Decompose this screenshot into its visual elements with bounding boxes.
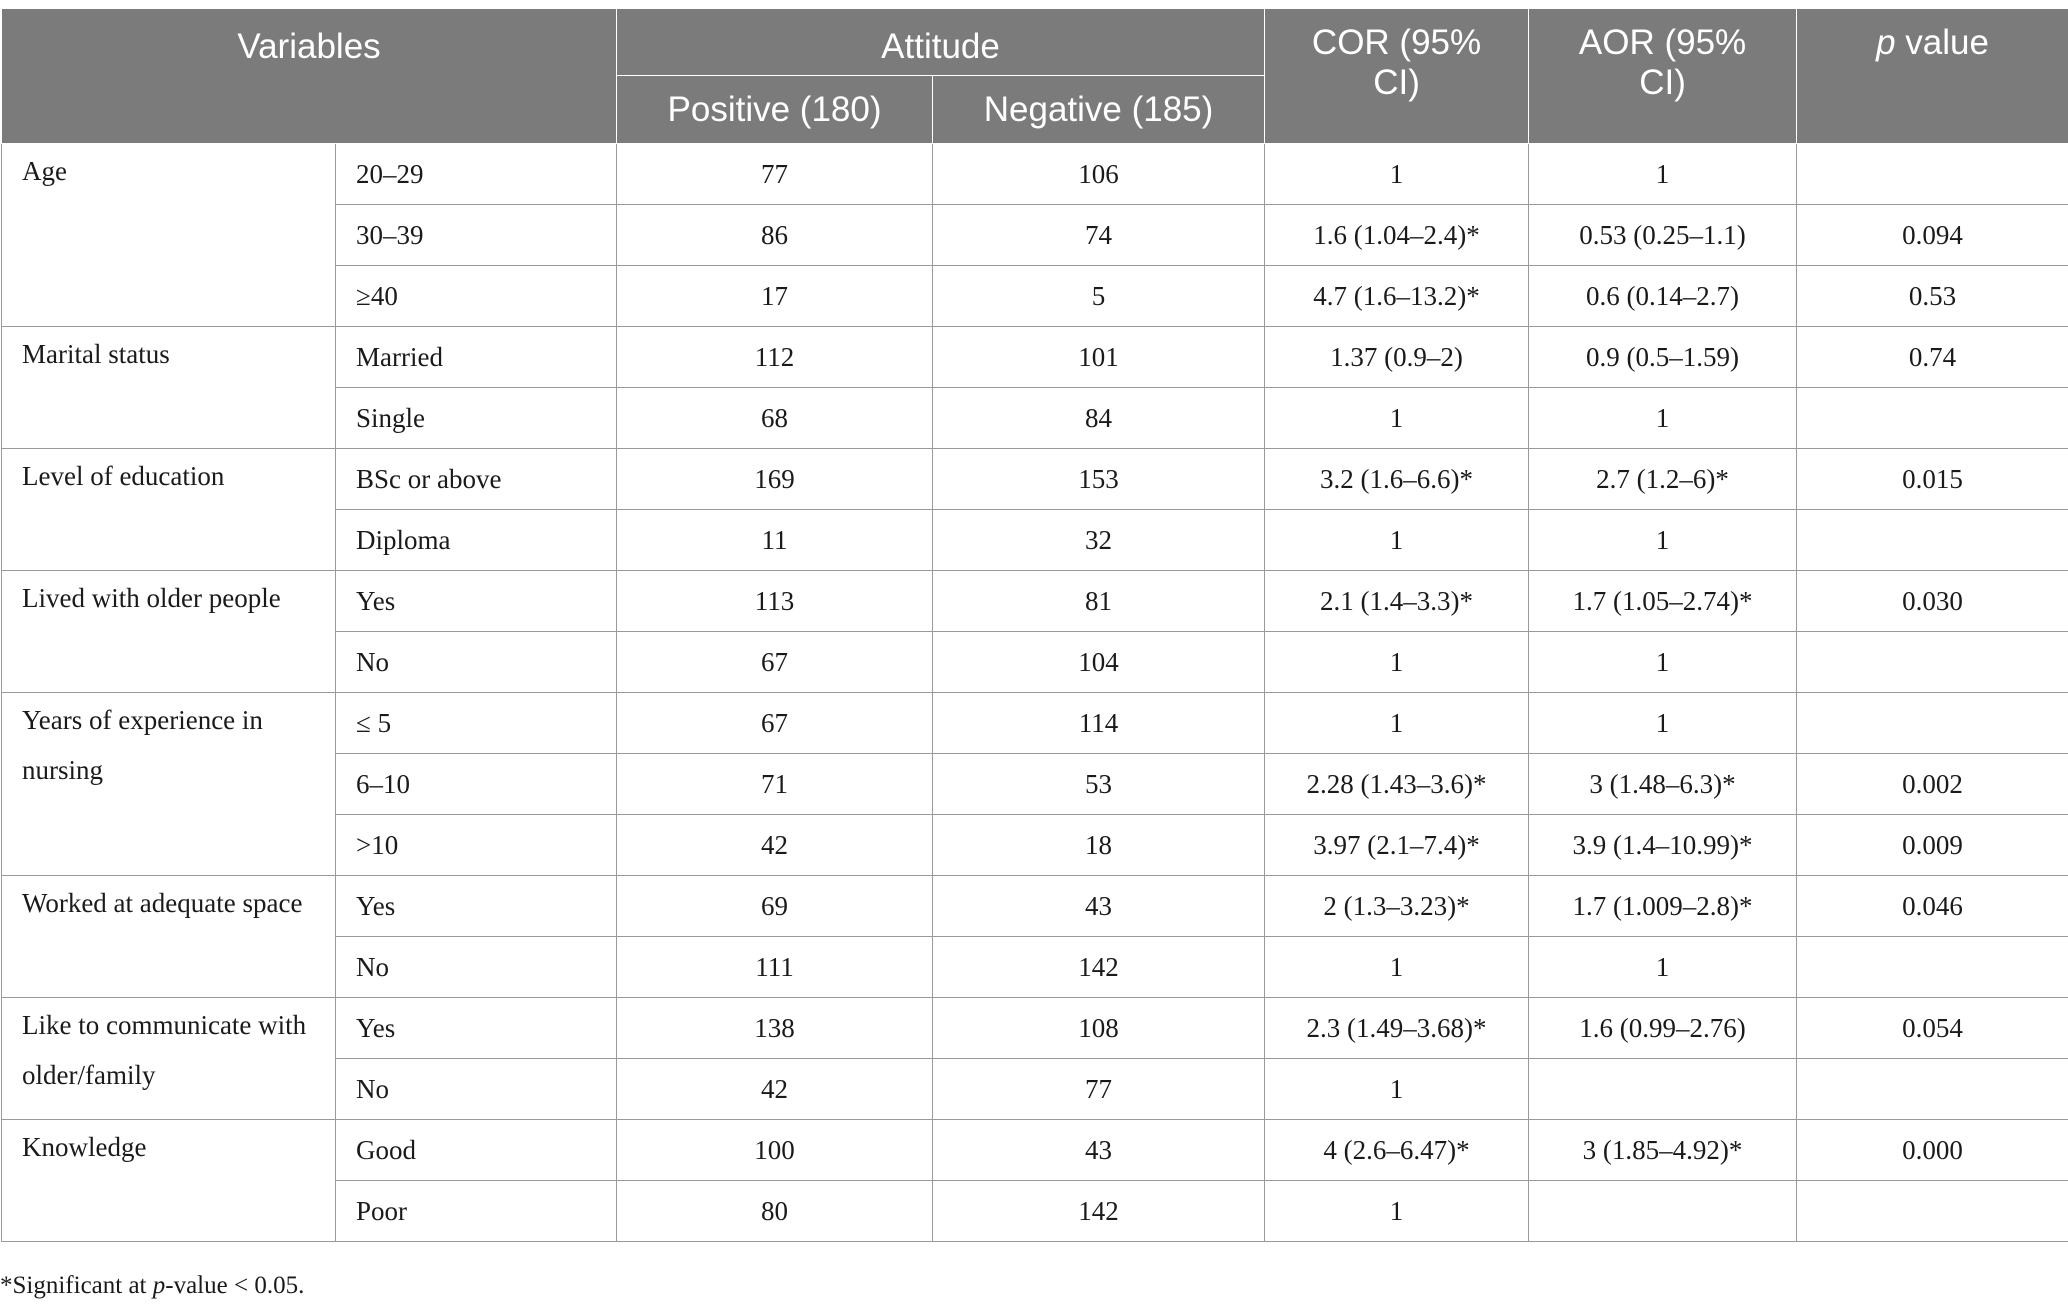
negative-count-cell: 5 [933,266,1265,327]
p-value-cell [1797,144,2068,205]
negative-count-cell: 153 [933,449,1265,510]
p-value-cell [1797,937,2068,998]
category-cell: BSc or above [336,449,617,510]
aor-cell: 1.6 (0.99–2.76) [1529,998,1797,1059]
negative-count-cell: 43 [933,1120,1265,1181]
p-value-cell: 0.002 [1797,754,2068,815]
aor-cell: 0.6 (0.14–2.7) [1529,266,1797,327]
cor-cell: 1.6 (1.04–2.4)* [1265,205,1529,266]
aor-cell: 2.7 (1.2–6)* [1529,449,1797,510]
positive-count-cell: 69 [617,876,933,937]
negative-count-cell: 101 [933,327,1265,388]
cor-cell: 1 [1265,144,1529,205]
category-cell: 30–39 [336,205,617,266]
aor-cell: 1 [1529,693,1797,754]
aor-cell: 1 [1529,144,1797,205]
category-cell: ≥40 [336,266,617,327]
table-header [2,9,2068,144]
variable-label [2,1120,336,1242]
category-cell: >10 [336,815,617,876]
aor-cell: 3 (1.48–6.3)* [1529,754,1797,815]
aor-cell: 1 [1529,510,1797,571]
variable-label-text: Level of education [22,461,225,491]
positive-count-cell: 77 [617,144,933,205]
negative-count-cell: 104 [933,632,1265,693]
negative-count-cell: 43 [933,876,1265,937]
cor-cell: 2.28 (1.43–3.6)* [1265,754,1529,815]
p-value-cell: 0.030 [1797,571,2068,632]
table-container [0,8,2068,1242]
category-cell: Single [336,388,617,449]
negative-count-cell: 32 [933,510,1265,571]
variable-label [2,693,336,876]
cor-cell: 1 [1265,693,1529,754]
table-row [2,693,2068,754]
footnote-post: -value < 0.05. [165,1272,305,1299]
variable-label-text: Like to communicate with older/family [22,1010,307,1090]
positive-count-cell: 17 [617,266,933,327]
cor-cell: 2 (1.3–3.23)* [1265,876,1529,937]
cor-cell: 2.1 (1.4–3.3)* [1265,571,1529,632]
positive-count-cell: 86 [617,205,933,266]
p-value-cell: 0.74 [1797,327,2068,388]
p-value-cell: 0.009 [1797,815,2068,876]
category-cell: Yes [336,876,617,937]
category-cell: No [336,937,617,998]
negative-count-cell: 77 [933,1059,1265,1120]
variable-label [2,876,336,998]
positive-count-cell: 42 [617,1059,933,1120]
table-body [2,144,2068,1242]
variable-label-text: Worked at adequate space [22,888,303,918]
aor-cell: 1.7 (1.05–2.74)* [1529,571,1797,632]
aor-cell [1529,1181,1797,1242]
negative-count-cell: 106 [933,144,1265,205]
category-cell: No [336,1059,617,1120]
results-table [1,8,2068,1242]
header-p-value [1797,9,2068,144]
cor-cell: 1 [1265,1181,1529,1242]
aor-cell: 3.9 (1.4–10.99)* [1529,815,1797,876]
aor-cell: 0.53 (0.25–1.1) [1529,205,1797,266]
p-value-cell [1797,1181,2068,1242]
variable-label-text: Age [22,156,67,186]
cor-cell: 2.3 (1.49–3.68)* [1265,998,1529,1059]
negative-count-cell: 84 [933,388,1265,449]
variable-label [2,144,336,327]
category-cell: Good [336,1120,617,1181]
category-cell: 6–10 [336,754,617,815]
table-row [2,998,2068,1059]
positive-count-cell: 112 [617,327,933,388]
table-row [2,1120,2068,1181]
variable-label [2,327,336,449]
category-cell: Diploma [336,510,617,571]
header-negative: Negative (185) [933,76,1265,144]
variable-label-text: Knowledge [22,1132,147,1162]
aor-cell: 1 [1529,388,1797,449]
negative-count-cell: 142 [933,1181,1265,1242]
negative-count-cell: 18 [933,815,1265,876]
negative-count-cell: 81 [933,571,1265,632]
header-aor: AOR (95% CI) [1529,9,1797,144]
header-variables: Variables [2,9,617,144]
positive-count-cell: 80 [617,1181,933,1242]
cor-cell: 1 [1265,388,1529,449]
header-p-italic: p [1876,23,1896,62]
table-row [2,449,2068,510]
table-row [2,327,2068,388]
positive-count-cell: 68 [617,388,933,449]
table-row [2,876,2068,937]
variable-label [2,449,336,571]
header-cor: COR (95% CI) [1265,9,1529,144]
positive-count-cell: 11 [617,510,933,571]
cor-cell: 4 (2.6–6.47)* [1265,1120,1529,1181]
footnote-pre: *Significant at [0,1272,153,1299]
cor-cell: 3.2 (1.6–6.6)* [1265,449,1529,510]
header-attitude: Attitude [617,9,1265,76]
negative-count-cell: 114 [933,693,1265,754]
variable-label-text: Lived with older people [22,583,281,613]
variable-label-text: Years of experience in nursing [22,705,263,785]
cor-cell: 1 [1265,510,1529,571]
positive-count-cell: 111 [617,937,933,998]
negative-count-cell: 108 [933,998,1265,1059]
p-value-cell [1797,388,2068,449]
p-value-cell [1797,1059,2068,1120]
aor-cell: 3 (1.85–4.92)* [1529,1120,1797,1181]
p-value-cell [1797,693,2068,754]
aor-cell [1529,1059,1797,1120]
variable-label [2,571,336,693]
cor-cell: 1 [1265,632,1529,693]
category-cell: Poor [336,1181,617,1242]
category-cell: No [336,632,617,693]
negative-count-cell: 142 [933,937,1265,998]
p-value-cell: 0.000 [1797,1120,2068,1181]
p-value-cell: 0.094 [1797,205,2068,266]
p-value-cell [1797,632,2068,693]
variable-label [2,998,336,1120]
cor-cell: 1.37 (0.9–2) [1265,327,1529,388]
cor-cell: 3.97 (2.1–7.4)* [1265,815,1529,876]
aor-cell: 0.9 (0.5–1.59) [1529,327,1797,388]
p-value-cell [1797,510,2068,571]
positive-count-cell: 100 [617,1120,933,1181]
positive-count-cell: 169 [617,449,933,510]
variable-label-text: Marital status [22,339,170,369]
negative-count-cell: 53 [933,754,1265,815]
category-cell: Yes [336,571,617,632]
positive-count-cell: 42 [617,815,933,876]
negative-count-cell: 74 [933,205,1265,266]
cor-cell: 4.7 (1.6–13.2)* [1265,266,1529,327]
table-row [2,571,2068,632]
p-value-cell: 0.53 [1797,266,2068,327]
header-positive: Positive (180) [617,76,933,144]
header-p-rest: value [1895,23,1989,62]
positive-count-cell: 113 [617,571,933,632]
category-cell: 20–29 [336,144,617,205]
aor-cell: 1.7 (1.009–2.8)* [1529,876,1797,937]
positive-count-cell: 67 [617,632,933,693]
category-cell: Yes [336,998,617,1059]
positive-count-cell: 138 [617,998,933,1059]
cor-cell: 1 [1265,1059,1529,1120]
aor-cell: 1 [1529,937,1797,998]
table-row [2,144,2068,205]
positive-count-cell: 71 [617,754,933,815]
category-cell: Married [336,327,617,388]
category-cell: ≤ 5 [336,693,617,754]
aor-cell: 1 [1529,632,1797,693]
p-value-cell: 0.054 [1797,998,2068,1059]
p-value-cell: 0.015 [1797,449,2068,510]
footnote [0,1272,304,1300]
positive-count-cell: 67 [617,693,933,754]
footnote-italic: p [152,1272,166,1299]
p-value-cell: 0.046 [1797,876,2068,937]
cor-cell: 1 [1265,937,1529,998]
